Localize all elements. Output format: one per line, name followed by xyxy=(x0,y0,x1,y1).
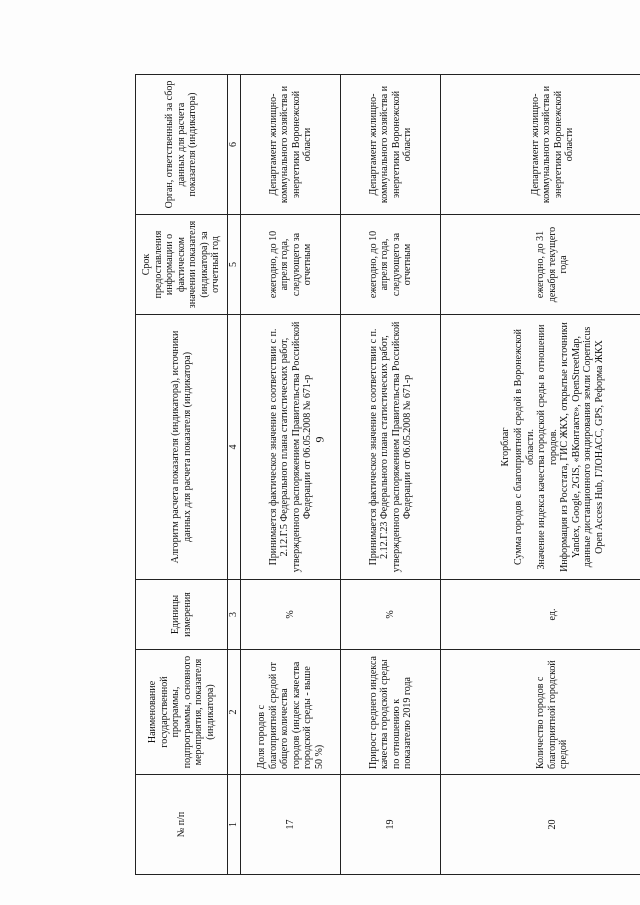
header-row xyxy=(136,75,228,875)
indicator-name: Количество городов с благоприятной городской средой xyxy=(441,650,640,775)
table-row xyxy=(341,75,441,875)
deadline: ежегодно, до 10 апреля года, следующего за отчетным xyxy=(341,215,441,315)
algorithm: Принимается фактическое значение в соответствии с п. 2.12.Г.5 Федерального плана статистических работ, утвержденного распоряжением Правительства Российской Федерации от 06.05.2008 № 671-р xyxy=(241,315,341,580)
responsible-body: Департамент жилищно-коммунального хозяйства и энергетики Воронежской области xyxy=(341,75,441,215)
rotated-table-wrapper xyxy=(135,75,640,875)
row-number: 19 xyxy=(341,775,441,875)
header-num: № п/п xyxy=(136,775,228,875)
header-deadline: Срок предоставления информации о фактическом значении показателя (индикатора) за отчетный год xyxy=(136,215,228,315)
algorithm-line: Сумма городов с благоприятной средой в Воронежской области. xyxy=(513,329,536,565)
col-index: 6 xyxy=(228,75,241,215)
col-index: 3 xyxy=(228,580,241,650)
unit: % xyxy=(341,580,441,650)
col-index: 4 xyxy=(228,315,241,580)
responsible-body: Департамент жилищно-коммунального хозяйства и энергетики Воронежской области xyxy=(241,75,341,215)
col-index: 2 xyxy=(228,650,241,775)
formula: Кгорблаг xyxy=(499,427,511,467)
row-number: 20 xyxy=(441,775,640,875)
indicator-name: Доля городов с благоприятной средой от общего количества городов (индекс качества городской среды - выше 50 %) xyxy=(241,650,341,775)
indicator-table xyxy=(135,74,640,875)
unit: ед. xyxy=(441,580,640,650)
header-algorithm: Алгоритм расчета показателя (индикатора), источники данных для расчета показателя (индикатора) xyxy=(136,315,228,580)
col-index: 1 xyxy=(228,775,241,875)
unit: % xyxy=(241,580,341,650)
indicator-name: Прирост среднего индекса качества городской среды по отношению к показателю 2019 года xyxy=(341,650,441,775)
deadline: ежегодно, до 10 апреля года, следующего за отчетным xyxy=(241,215,341,315)
header-responsible: Орган, ответственный за сбор данных для расчета показателя (индикатора) xyxy=(136,75,228,215)
algorithm-line: Значение индекса качества городской среды в отношении городов. xyxy=(536,324,559,570)
header-name: Наименование государственной программы, подпрограммы, основного мероприятия, показателя (индикатора) xyxy=(136,650,228,775)
responsible-body: Департамент жилищно-коммунального хозяйства и энергетики Воронежской области xyxy=(441,75,640,215)
row-number: 17 xyxy=(241,775,341,875)
col-index: 5 xyxy=(228,215,241,315)
algorithm xyxy=(441,315,640,580)
table-row xyxy=(241,75,341,875)
column-index-row xyxy=(228,75,241,875)
deadline: ежегодно, до 31 декабря текущего года xyxy=(441,215,640,315)
algorithm: Принимается фактическое значение в соответствии с п. 2.12.Г.23 Федерального плана статистических работ, утвержденного распоряжением Правительства Российской Федерации от 06.05.2008 № 671-р xyxy=(341,315,441,580)
algorithm-line: Информация из Росстата, ГИС ЖКХ, открытые источники Yandex, Google, 2GIS, «ВКонтакте», OpenStreetMap, данные дистанционного зондирования земли Copernicus Open Access Hub, ГЛОНАСС, GPS, Реформа ЖКХ xyxy=(559,322,605,572)
header-unit: Единицы измерения xyxy=(136,580,228,650)
table-row xyxy=(441,75,640,875)
page-number: 9 xyxy=(312,436,327,443)
